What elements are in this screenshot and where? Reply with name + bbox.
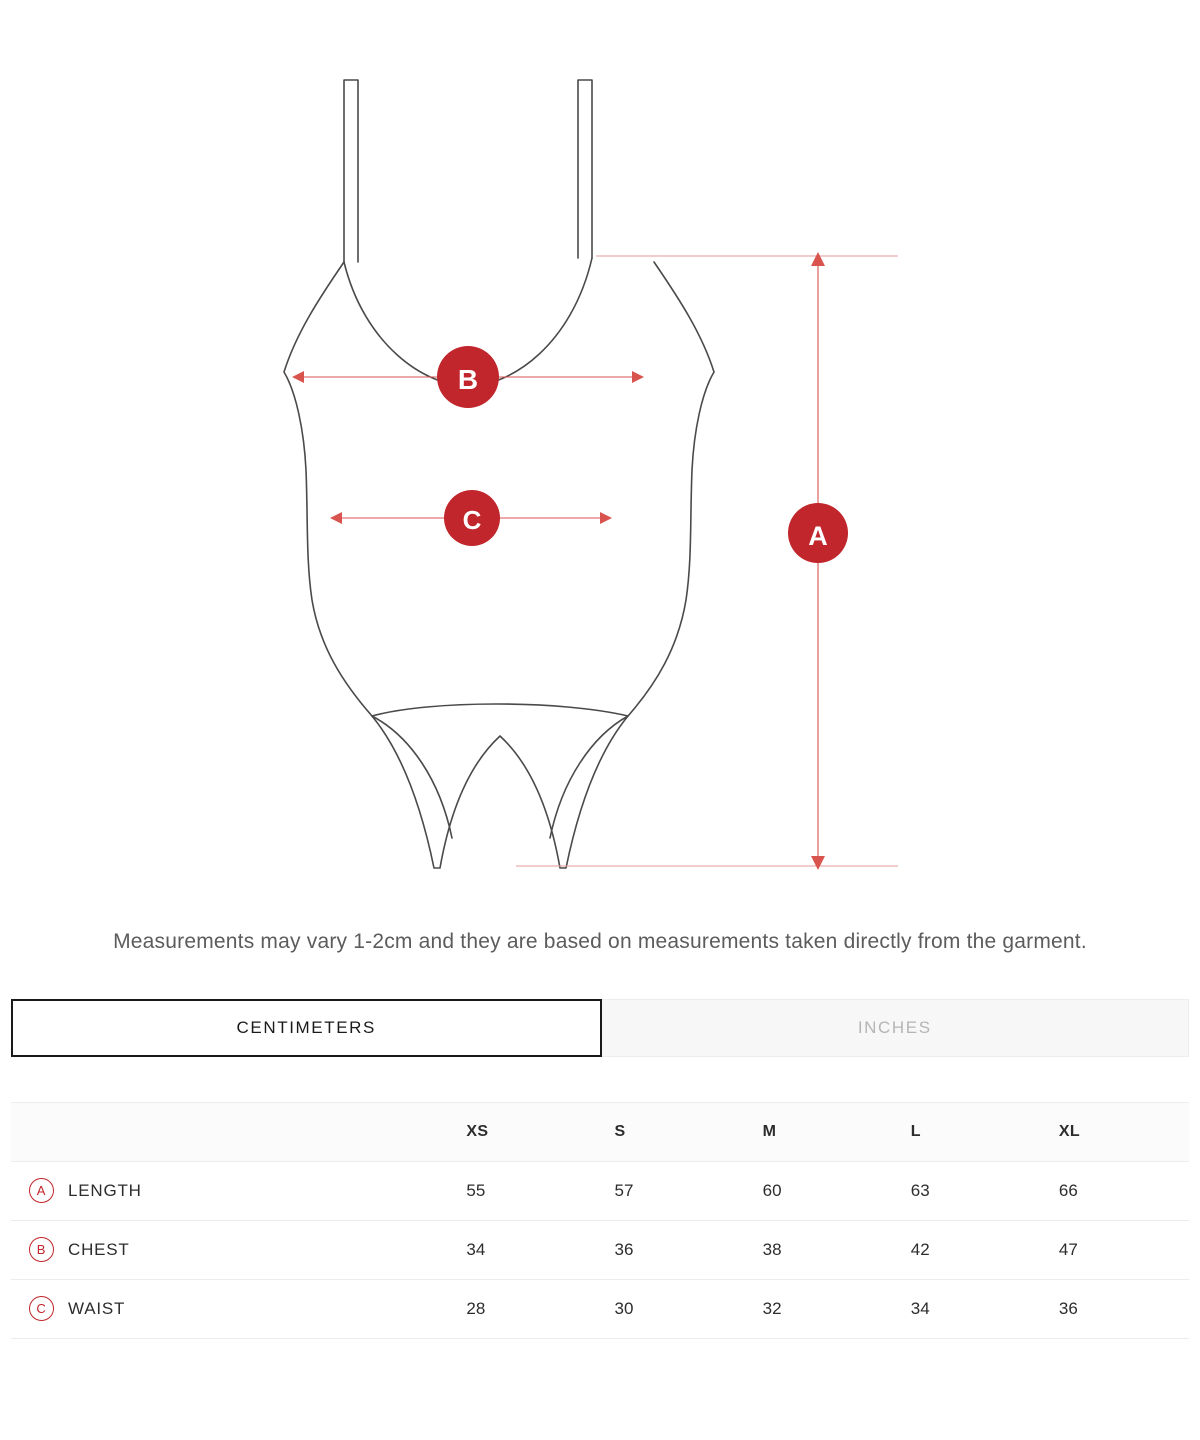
tab-centimeters-label: CENTIMETERS <box>236 1017 376 1037</box>
cell-chest-xl: 47 <box>1041 1220 1189 1279</box>
cell-length-m: 60 <box>745 1161 893 1220</box>
cell-waist-m: 32 <box>745 1279 893 1338</box>
badge-C <box>444 490 500 546</box>
row-label-waist: WAIST <box>68 1298 126 1318</box>
row-label-length: LENGTH <box>68 1180 142 1200</box>
column-header-blank <box>11 1102 448 1161</box>
table-row <box>11 1279 1189 1338</box>
tab-inches-label: INCHES <box>857 1017 932 1037</box>
size-table-head <box>11 1102 1189 1161</box>
tab-centimeters[interactable] <box>11 999 602 1057</box>
table-row <box>11 1161 1189 1220</box>
row-label-chest: CHEST <box>68 1239 130 1259</box>
badge-A <box>788 503 848 563</box>
svg-text:C: C <box>462 505 482 535</box>
garment-outline <box>284 80 714 868</box>
cell-waist-xl: 36 <box>1041 1279 1189 1338</box>
badge-a-icon: A <box>29 1178 54 1203</box>
size-table-body <box>11 1161 1189 1338</box>
badge-B <box>437 346 499 408</box>
measurement-note: Measurements may vary 1-2cm and they are based on measurements taken directly from the garment. <box>113 930 1087 953</box>
cell-waist-s: 30 <box>596 1279 744 1338</box>
badge-c-icon: C <box>29 1296 54 1321</box>
cell-chest-s: 36 <box>596 1220 744 1279</box>
column-header-s: S <box>596 1102 744 1161</box>
cell-length-s: 57 <box>596 1161 744 1220</box>
cell-chest-m: 38 <box>745 1220 893 1279</box>
tab-inches[interactable] <box>602 999 1190 1057</box>
row-label-cell <box>11 1161 448 1220</box>
row-label-cell <box>11 1220 448 1279</box>
svg-text:A: A <box>808 521 828 551</box>
measure-arrowheads <box>292 252 825 870</box>
column-header-l: L <box>893 1102 1041 1161</box>
cell-chest-xs: 34 <box>448 1220 596 1279</box>
cell-waist-xs: 28 <box>448 1279 596 1338</box>
cell-length-xl: 66 <box>1041 1161 1189 1220</box>
cell-length-xs: 55 <box>448 1161 596 1220</box>
cell-length-l: 63 <box>893 1161 1041 1220</box>
row-label-cell <box>11 1279 448 1338</box>
size-table <box>11 1102 1189 1339</box>
column-header-xl: XL <box>1041 1102 1189 1161</box>
table-header-row <box>11 1102 1189 1161</box>
cell-chest-l: 42 <box>893 1220 1041 1279</box>
table-row <box>11 1220 1189 1279</box>
badge-b-icon: B <box>29 1237 54 1262</box>
svg-text:B: B <box>457 364 479 395</box>
column-header-xs: XS <box>448 1102 596 1161</box>
cell-waist-l: 34 <box>893 1279 1041 1338</box>
unit-tabs <box>11 999 1189 1057</box>
column-header-m: M <box>745 1102 893 1161</box>
